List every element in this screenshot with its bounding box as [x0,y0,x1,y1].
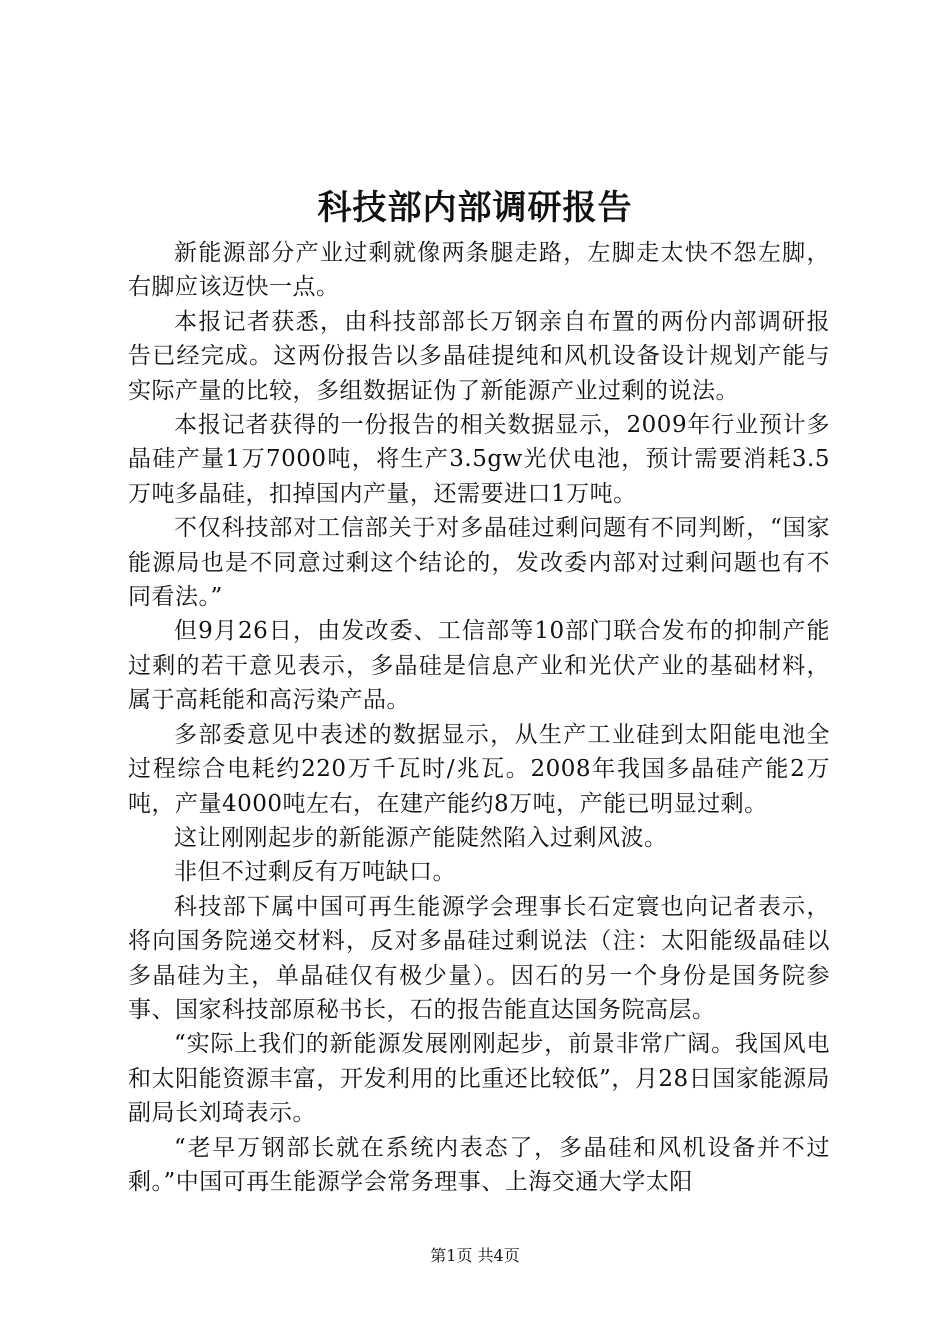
paragraph: “老早万钢部长就在系统内表态了，多晶硅和风机设备并不过剩。”中国可再生能源学会常务理事、上海交通大学太阳 [128,1134,830,1195]
paragraph: 多部委意见中表述的数据显示，从生产工业硅到太阳能电池全过程综合电耗约220万千瓦时/兆瓦。2008年我国多晶硅产能2万吨，产量4000吨左右，在建产能约8万吨，产能已明显过剩。 [128,721,830,817]
page-number-footer: 第1页 共4页 [430,1246,520,1265]
paragraph: 不仅科技部对工信部关于对多晶硅过剩问题有不同判断，“国家能源局也是不同意过剩这个结论的，发改委内部对过剩问题也有不同看法。” [128,515,830,611]
document-body [128,236,830,1199]
paragraph: 但9月26日，由发改委、工信部等10部门联合发布的抑制产能过剩的若干意见表示，多晶硅是信息产业和光伏产业的基础材料，属于高耗能和高污染产品。 [128,618,830,714]
paragraph: 本报记者获悉，由科技部部长万钢亲自布置的两份内部调研报告已经完成。这两份报告以多晶硅提纯和风机设备设计规划产能与实际产量的比较，多组数据证伪了新能源产业过剩的说法。 [128,308,830,404]
paragraph: 新能源部分产业过剩就像两条腿走路，左脚走太快不怨左脚，右脚应该迈快一点。 [128,240,830,301]
paragraph: “实际上我们的新能源发展刚刚起步，前景非常广阔。我国风电和太阳能资源丰富，开发利用的比重还比较低”，月28日国家能源局副局长刘琦表示。 [128,1031,830,1127]
paragraph: 科技部下属中国可再生能源学会理事长石定寰也向记者表示，将向国务院递交材料，反对多晶硅过剩说法（注：太阳能级晶硅以多晶硅为主，单晶硅仅有极少量）。因石的另一个身份是国务院参事、国家科技部原秘书长，石的报告能直达国务院高层。 [128,893,830,1023]
document-title: 科技部内部调研报告 [317,188,633,228]
paragraph: 非但不过剩反有万吨缺口。 [174,859,456,886]
paragraph: 本报记者获得的一份报告的相关数据显示，2009年行业预计多晶硅产量1万7000吨，将生产3.5gw光伏电池，预计需要消耗3.5万吨多晶硅，扣掉国内产量，还需要进口1万吨。 [128,412,830,507]
paragraph: 这让刚刚起步的新能源产能陡然陷入过剩风波。 [174,824,668,851]
